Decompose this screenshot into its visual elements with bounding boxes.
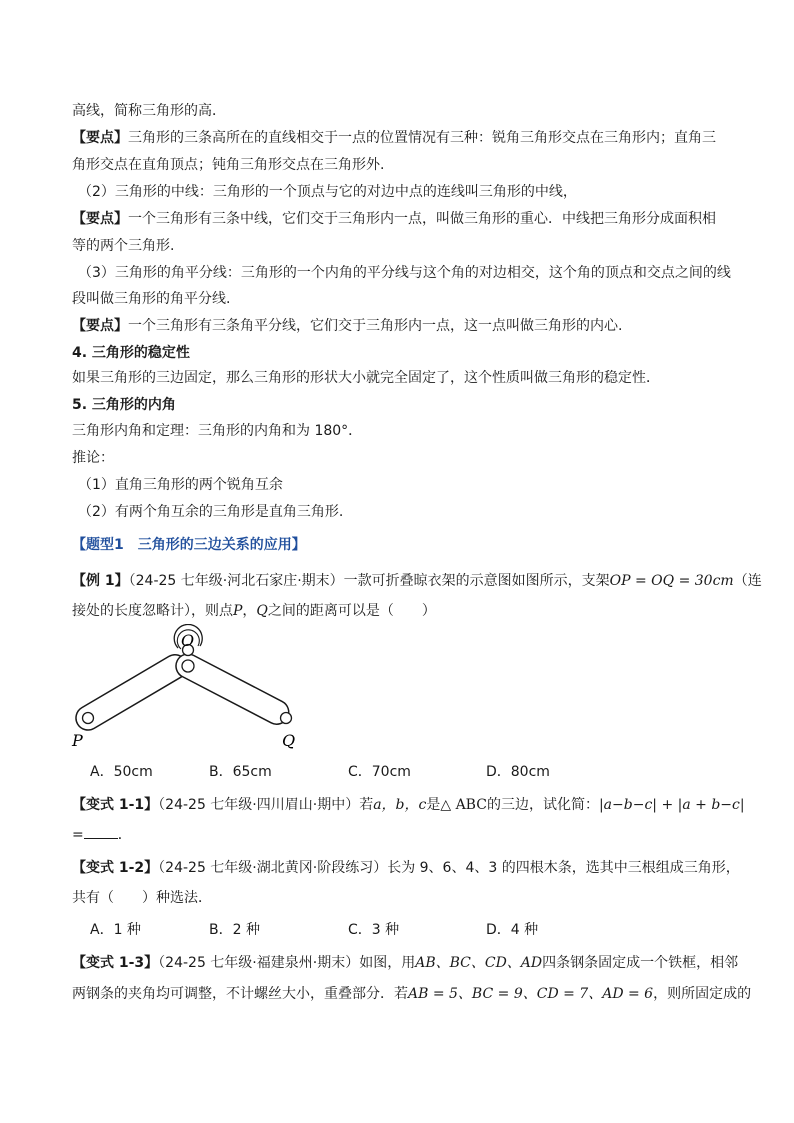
text-line: 角形交点在直角顶点；钝角三角形交点在三角形外. <box>72 157 385 173</box>
variant-tag: 【变式 1-1】 <box>72 797 159 813</box>
section-heading: 5. 三角形的内角 <box>72 397 176 413</box>
joint-o <box>182 660 194 672</box>
text-line: 如果三角形的三边固定，那么三角形的形状大小就完全固定了，这个性质叫做三角形的稳定性． <box>72 370 660 386</box>
text-line: （3）三角形的角平分线：三角形的一个内角的平分线与这个角的对边相交，这个角的顶点和交点之间的线 <box>78 265 731 281</box>
option-c[interactable]: C．70cm <box>348 764 411 780</box>
option-a[interactable]: A．1 种 <box>90 922 141 938</box>
key-point-tag: 【要点】 <box>72 130 128 146</box>
clothes-rack-figure <box>70 624 310 754</box>
example-1-line-2: 接处的长度忽略计），则点P，Q之间的距离可以是（ ） <box>72 603 436 619</box>
variant-1-1-line-2: = ． <box>72 827 132 843</box>
text-line: （1）直角三角形的两个锐角互余 <box>78 477 283 493</box>
variant-1-1-line-1: 【变式 1-1】（24-25 七年级·四川眉山·期中）若a，b，c是△ ABC的三边，试化简：|a−b−c| + |a + b−c| <box>72 797 745 813</box>
variant-1-2-line-2: 共有（ ）种选法． <box>72 890 212 906</box>
label-q: Q <box>282 731 296 750</box>
text-line: 三角形内角和定理：三角形的内角和为 180°． <box>72 423 363 439</box>
source: （24-25 七年级·四川眉山·期中） <box>158 797 360 813</box>
option-a[interactable]: A．50cm <box>90 764 153 780</box>
text-line: 推论： <box>72 450 114 466</box>
source: （24-25 七年级·福建泉州·期末） <box>158 955 360 971</box>
text-line: 【要点】三角形的三条高所在的直线相交于一点的位置情况有三种：锐角三角形交点在三角形内；直角三 <box>72 130 716 146</box>
option-d[interactable]: D．4 种 <box>486 922 539 938</box>
key-point-tag: 【要点】 <box>72 318 128 334</box>
text-line: 高线，简称三角形的高． <box>72 103 226 119</box>
variant-tag: 【变式 1-3】 <box>72 955 159 971</box>
end-hole-q <box>281 713 292 724</box>
section-heading: 4. 三角形的稳定性 <box>72 345 190 361</box>
text-line: 【要点】一个三角形有三条中线，它们交于三角形内一点，叫做三角形的重心．中线把三角形分成面积相 <box>72 211 716 227</box>
option-b[interactable]: B．65cm <box>209 764 272 780</box>
expression: |a−b−c| + |a + b−c| <box>598 797 745 813</box>
option-b[interactable]: B．2 种 <box>209 922 260 938</box>
label-p: P <box>72 731 83 750</box>
end-hole-p <box>83 713 94 724</box>
text-line: （2）三角形的中线：三角形的一个顶点与它的对边中点的连线叫三角形的中线， <box>78 184 577 200</box>
option-d[interactable]: D．80cm <box>486 764 550 780</box>
variant-1-3-line-1: 【变式 1-3】（24-25 七年级·福建泉州·期末）如图，用AB、BC、CD、AD四条钢条固定成一个铁框，相邻 <box>72 955 739 971</box>
variant-1-3-line-2: 两钢条的夹角均可调整，不计螺丝大小，重叠部分．若AB = 5、BC = 9、CD = 7、AD = 6，则所固定成的 <box>72 986 752 1002</box>
source: （24-25 七年级·河北石家庄·期末） <box>128 573 344 589</box>
example-tag: 【例 1】 <box>72 573 129 589</box>
example-1-line-1: 【例 1】（24-25 七年级·河北石家庄·期末）一款可折叠晾衣架的示意图如图所示，支架OP = OQ = 30cm（连 <box>72 573 762 589</box>
key-point-tag: 【要点】 <box>72 211 128 227</box>
text-line: 【要点】一个三角形有三条角平分线，它们交于三角形内一点，这一点叫做三角形的内心. <box>72 318 623 334</box>
question-type-title: 【题型1 三角形的三边关系的应用】 <box>72 537 306 553</box>
text-line: 等的两个三角形. <box>72 238 175 254</box>
variant-tag: 【变式 1-2】 <box>72 860 159 876</box>
source: （24-25 七年级·湖北黄冈·阶段练习） <box>158 860 388 876</box>
text-line: （2）有两个角互余的三角形是直角三角形. <box>78 504 344 520</box>
option-c[interactable]: C．3 种 <box>348 922 400 938</box>
answer-blank[interactable] <box>84 826 118 839</box>
equation: OP = OQ = 30cm <box>609 573 734 589</box>
variant-1-2-line-1: 【变式 1-2】（24-25 七年级·湖北黄冈·阶段练习）长为 9、6、4、3 的四根木条，选其中三根组成三角形， <box>72 860 740 876</box>
label-o: O <box>181 631 195 650</box>
text-line: 段叫做三角形的角平分线. <box>72 291 231 307</box>
